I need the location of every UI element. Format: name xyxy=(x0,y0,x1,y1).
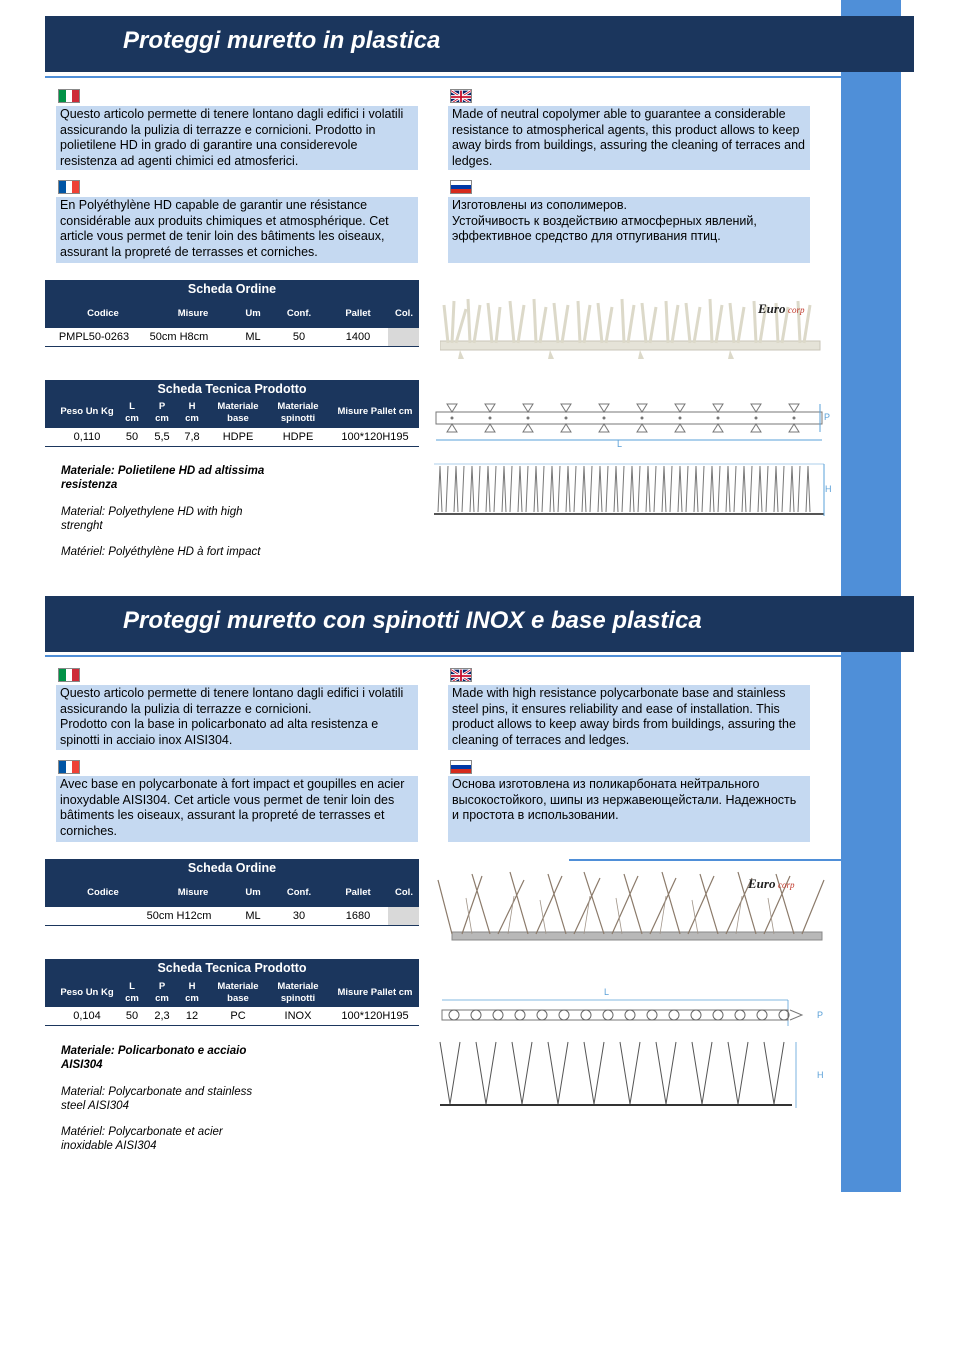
section-banner xyxy=(45,596,914,652)
photo-top-line xyxy=(569,859,842,861)
cell-misure: 50cm H12cm xyxy=(146,910,212,922)
col-pallet: Pallet xyxy=(345,887,371,898)
col-l: L cm xyxy=(125,401,139,424)
cell-materiale-base: HDPE xyxy=(222,431,254,443)
dim-label-h: H xyxy=(825,484,832,494)
cell-materiale-spinotti: INOX xyxy=(284,1010,312,1022)
svg-text:corp: corp xyxy=(778,880,795,890)
col-h: H cm xyxy=(185,401,199,424)
section-title: Proteggi muretto in plastica xyxy=(123,27,441,54)
cell-pallet: 1400 xyxy=(345,331,371,343)
cell-misure-pallet: 100*120H195 xyxy=(341,431,409,443)
italian-flag-icon xyxy=(58,89,80,103)
description-en: Made with high resistance polycarbonate base and stainless steel pins, it ensures reliability and ease of installation. This product allows to keep away birds from buildings, assuring the cleaning of terraces and ledges. xyxy=(448,685,810,750)
dim-label-l: L xyxy=(604,987,610,997)
dim-label-h: H xyxy=(817,1070,824,1080)
tech-table-title: Scheda Tecnica Prodotto xyxy=(157,382,307,396)
svg-text:Euro: Euro xyxy=(748,876,776,891)
tech-table-header xyxy=(45,380,419,428)
side-view-drawing xyxy=(432,460,832,520)
col-misure-pallet: Misure Pallet cm xyxy=(337,987,413,998)
banner-underline xyxy=(45,76,842,78)
dim-label-l: L xyxy=(617,439,623,449)
cell-misure: 50cm H8cm xyxy=(149,331,209,343)
description-ru: Основа изготовлена из поликарбоната нейтрального высокостойкого, шипы из нержавеющейстали. Надежность и простота в использовании. xyxy=(448,776,810,842)
col-codice: Codice xyxy=(87,308,119,319)
order-table-title: Scheda Ordine xyxy=(187,861,277,875)
description-it: Questo articolo permette di tenere lontano dagli edifici i volatili assicurando la pulizia di terrazze e cornicioni. Prodotto in polietilene HD in grado di garantire una considerevole resistenza ad agenti chimici ed atmosferici. xyxy=(56,106,418,170)
col-um: Um xyxy=(245,308,261,319)
cell-p: 2,3 xyxy=(154,1010,170,1022)
col-materiale-spinotti: Materiale spinotti xyxy=(277,401,319,424)
french-flag-icon xyxy=(58,180,80,194)
top-view-drawing xyxy=(432,398,837,453)
col-misure: Misure xyxy=(177,308,209,319)
cell-l: 50 xyxy=(125,431,139,443)
cell-um: ML xyxy=(245,910,261,922)
svg-text:Euro: Euro xyxy=(758,301,786,316)
uk-flag-icon xyxy=(450,668,472,682)
cell-col-color xyxy=(388,907,419,925)
col-materiale-base: Materiale base xyxy=(217,981,259,1004)
top-view-drawing xyxy=(438,996,823,1028)
cell-l: 50 xyxy=(125,1010,139,1022)
tech-table-row xyxy=(45,1007,419,1025)
cell-peso: 0,104 xyxy=(73,1010,101,1022)
order-table-header xyxy=(45,280,419,328)
description-en: Made of neutral copolymer able to guarantee a considerable resistance to atmospherical agents, this product allows to keep away birds from buildings, assuring the cleaning of terraces and ledges. xyxy=(448,106,810,170)
col-pallet: Pallet xyxy=(345,308,371,319)
material-en: Material: Polyethylene HD with high strenght xyxy=(61,506,243,532)
uk-flag-icon xyxy=(450,89,472,103)
french-flag-icon xyxy=(58,760,80,774)
section-title: Proteggi muretto con spinotti INOX e base plastica xyxy=(123,607,702,634)
col-p: P cm xyxy=(155,981,169,1004)
dim-label-p: P xyxy=(817,1010,824,1020)
cell-pallet: 1680 xyxy=(345,910,371,922)
col-l: L cm xyxy=(125,981,139,1004)
col-conf: Conf. xyxy=(286,887,312,898)
order-table-row xyxy=(45,328,419,346)
tech-table-row xyxy=(45,428,419,446)
plastic-spike-photo xyxy=(440,295,825,360)
cell-h: 7,8 xyxy=(184,431,200,443)
dim-label-p: P xyxy=(824,412,831,422)
description-fr: En Polyéthylène HD capable de garantir une résistance considérable aux produits chimiques et atmosphérique. Cet article vous permet de tenir loin des bâtiments les oiseaux, assurant la propreté de terrasses et corniches. xyxy=(56,197,418,263)
cell-materiale-spinotti: HDPE xyxy=(282,431,314,443)
col-misure: Misure xyxy=(177,887,209,898)
tech-table-title: Scheda Tecnica Prodotto xyxy=(157,961,307,975)
col-p: P cm xyxy=(155,401,169,424)
side-view-drawing xyxy=(436,1038,821,1112)
cell-h: 12 xyxy=(185,1010,199,1022)
tech-table-header xyxy=(45,959,419,1007)
description-it: Questo articolo permette di tenere lontano dagli edifici i volatili assicurando la pulizia di terrazze e cornicioni. Prodotto con la base in policarbonato ad alta resistenza e spinotti in acciaio inox AISI304. xyxy=(56,685,418,750)
cell-col-color xyxy=(388,328,419,346)
order-table-header xyxy=(45,859,419,907)
col-conf: Conf. xyxy=(286,308,312,319)
svg-text:corp: corp xyxy=(788,305,805,315)
col-materiale-base: Materiale base xyxy=(217,401,259,424)
russian-flag-icon xyxy=(450,760,472,774)
cell-peso: 0,110 xyxy=(73,431,101,443)
col-misure-pallet: Misure Pallet cm xyxy=(337,406,413,417)
section-banner xyxy=(45,16,914,72)
description-fr: Avec base en polycarbonate à fort impact et goupilles en acier inoxydable AISI304. Cet article vous permet de tenir loin des bâtiments les oiseaux, assurant la propreté de terrasses et corniches. xyxy=(56,776,418,842)
table-divider xyxy=(45,346,419,347)
col-col: Col. xyxy=(395,887,413,898)
cell-um: ML xyxy=(245,331,261,343)
table-divider xyxy=(45,446,419,447)
col-codice: Codice xyxy=(87,887,119,898)
steel-spike-photo xyxy=(432,862,832,952)
col-h: H cm xyxy=(185,981,199,1004)
col-um: Um xyxy=(245,887,261,898)
col-materiale-spinotti: Materiale spinotti xyxy=(277,981,319,1004)
table-divider xyxy=(45,925,419,926)
italian-flag-icon xyxy=(58,668,80,682)
cell-p: 5,5 xyxy=(154,431,170,443)
cell-conf: 30 xyxy=(292,910,306,922)
material-fr: Matériel: Polyéthylène HD à fort impact xyxy=(61,546,261,558)
russian-flag-icon xyxy=(450,180,472,194)
col-peso: Peso Un Kg xyxy=(60,987,114,998)
material-it: Materiale: Policarbonato e acciaio AISI304 xyxy=(61,1045,247,1071)
table-divider xyxy=(45,1025,419,1026)
cell-materiale-base: PC xyxy=(230,1010,246,1022)
cell-codice: PMPL50-0263 xyxy=(58,331,130,343)
order-table-row xyxy=(45,907,419,925)
order-table-title: Scheda Ordine xyxy=(187,282,277,296)
material-fr: Matériel: Polycarbonate et acier inoxidable AISI304 xyxy=(61,1126,223,1152)
material-en: Material: Polycarbonate and stainless steel AISI304 xyxy=(61,1086,253,1112)
cell-conf: 50 xyxy=(292,331,306,343)
col-peso: Peso Un Kg xyxy=(60,406,114,417)
col-col: Col. xyxy=(395,308,413,319)
banner-underline xyxy=(45,655,842,657)
description-ru: Изготовлены из сополимеров. Устойчивость к воздействию атмосферных явлений, эффективное средство для отпугивания птиц. xyxy=(448,197,810,263)
cell-misure-pallet: 100*120H195 xyxy=(341,1010,409,1022)
material-it: Materiale: Polietilene HD ad altissima resistenza xyxy=(61,465,265,491)
